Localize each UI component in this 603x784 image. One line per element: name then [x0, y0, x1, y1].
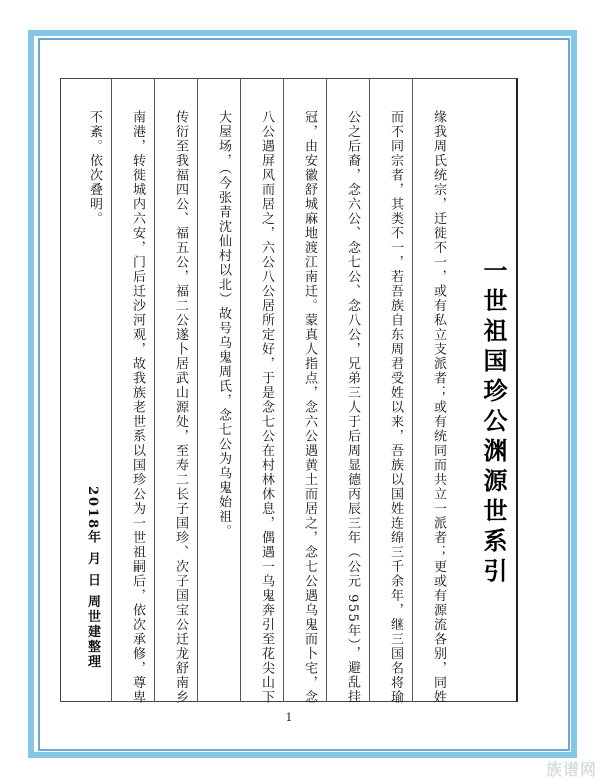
- signature-line: 2018年 月 日 周世建整理: [85, 486, 100, 670]
- text-column-5: 八公遇屏风而居之，六公八公居所定好，于是念七公在村林休息，偶遇一乌鬼奔引至花尖山下: [259, 110, 274, 705]
- site-watermark: 族谱网: [545, 760, 597, 779]
- text-column-2: 而不同宗者，其类不一，若吾族自东周君受姓以来，吾族以国姓连绵三千余年，继三国名将瑜: [388, 110, 403, 705]
- text-column-9: 不紊。依次叠明。: [87, 110, 102, 226]
- document-title: 一世祖国珍公渊源世系引: [479, 258, 507, 588]
- text-column-8: 南港，转徙城内六安，门后迁沙河观，故我族老世系以国珍公为一世祖嗣后，依次承修，尊卑: [130, 110, 145, 705]
- column-rule: [412, 78, 413, 702]
- text-column-7: 传衍至我福四公、福五公，福二公遂卜居武山源处，至寿二长子国珍、次子国宝公迁龙舒南乡: [173, 110, 188, 705]
- column-rule: [154, 78, 155, 702]
- column-rule: [240, 78, 241, 702]
- page-number: 1: [285, 711, 293, 724]
- text-column-1: 缘我周氏统宗，迁徙不一，或有私立支派者；或有统同而共立一派者；更或有源流各别，同姓: [431, 110, 446, 705]
- column-rule: [283, 78, 284, 702]
- column-rule: [326, 78, 327, 702]
- text-column-3: 公之后裔，念六公、念七公、念八公，兄弟三人于后周显德丙辰三年（公元 955年），避乱挂: [345, 110, 360, 704]
- column-rule: [369, 78, 370, 702]
- column-rule: [197, 78, 198, 702]
- text-column-6: 大屋场，（今张青沈仙村以北）故号乌鬼周氏，念七公为乌鬼始祖。: [216, 110, 231, 539]
- column-rule: [111, 78, 112, 702]
- text-column-4: 冠，由安徽舒城麻地渡江南迁。蒙真人指点，念六公遇黄土而居之，念七公遇乌鬼而卜宅，念: [302, 110, 317, 705]
